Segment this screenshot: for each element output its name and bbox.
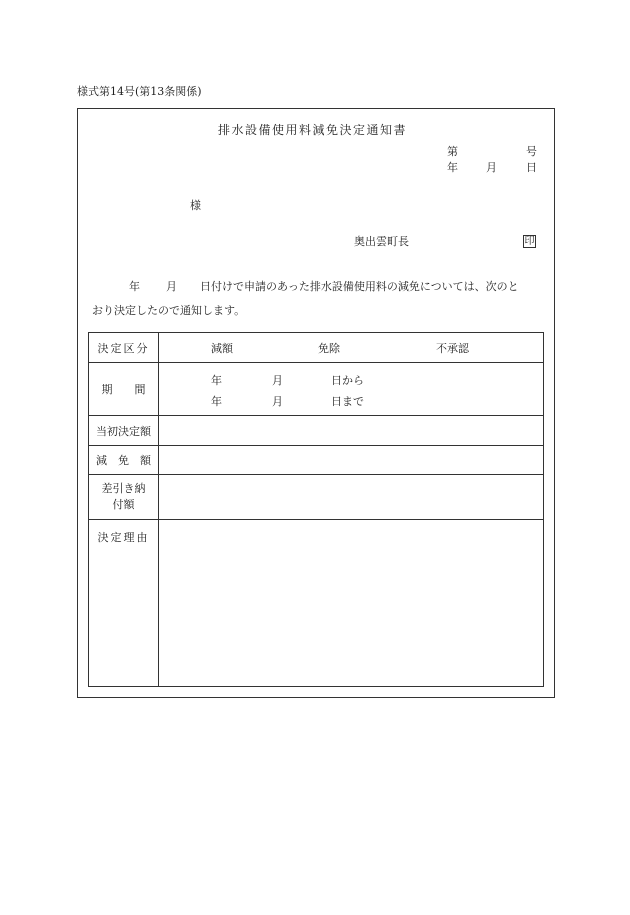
initial-amount-value <box>159 416 544 446</box>
period-to-year: 年 <box>211 395 222 408</box>
reason-value <box>159 520 544 687</box>
table-row-net-payment <box>89 475 544 520</box>
period-from-year: 年 <box>211 374 222 387</box>
reason-label: 決定理由 <box>89 520 159 687</box>
period-from-day: 日から <box>331 374 364 387</box>
issue-date-year: 年 <box>447 161 458 174</box>
doc-number-suffix: 号 <box>526 145 537 158</box>
reduction-amount-label: 減 免 額 <box>89 446 159 475</box>
table-row-reduction-amount <box>89 446 544 475</box>
net-payment-label <box>89 475 159 520</box>
option-exemption: 免除 <box>318 341 340 355</box>
table-row-initial-amount <box>89 416 544 446</box>
body-text-line-2: おり決定したので通知します。 <box>92 304 246 317</box>
decision-label: 決定区分 <box>89 333 159 363</box>
reduction-amount-value <box>159 446 544 475</box>
period-label: 期 間 <box>89 363 159 416</box>
net-payment-value <box>159 475 544 520</box>
period-to-day: 日まで <box>331 395 364 408</box>
decision-detail-table <box>88 332 544 687</box>
document-title: 排水設備使用料減免決定通知書 <box>218 123 408 137</box>
seal-stamp: 印 <box>524 236 535 247</box>
net-payment-label-line-1: 差引き納 <box>101 482 146 495</box>
issue-date-month: 月 <box>486 161 497 174</box>
table-row-reason <box>89 520 544 687</box>
table-row-period <box>89 363 544 416</box>
period-to-month: 月 <box>272 395 283 408</box>
addressee-honorific: 様 <box>190 199 201 212</box>
issue-date-day: 日 <box>526 161 537 174</box>
initial-amount-label: 当初決定額 <box>89 416 159 446</box>
issuer-name: 奥出雲町長 <box>354 235 409 248</box>
period-cell <box>159 363 544 416</box>
body-date-year: 年 <box>129 280 140 293</box>
table-row-decision <box>89 333 544 363</box>
period-from-month: 月 <box>272 374 283 387</box>
body-date-month: 月 <box>166 280 177 293</box>
doc-number-prefix: 第 <box>447 145 458 158</box>
form-number: 様式第14号(第13条関係) <box>77 85 202 98</box>
option-rejection: 不承認 <box>436 341 469 355</box>
body-text-line-1: 日付けで申請のあった排水設備使用料の減免については、次のと <box>200 280 519 293</box>
net-payment-label-line-2: 付額 <box>112 498 135 511</box>
option-reduction: 減額 <box>211 341 233 355</box>
decision-options-cell <box>159 333 544 363</box>
